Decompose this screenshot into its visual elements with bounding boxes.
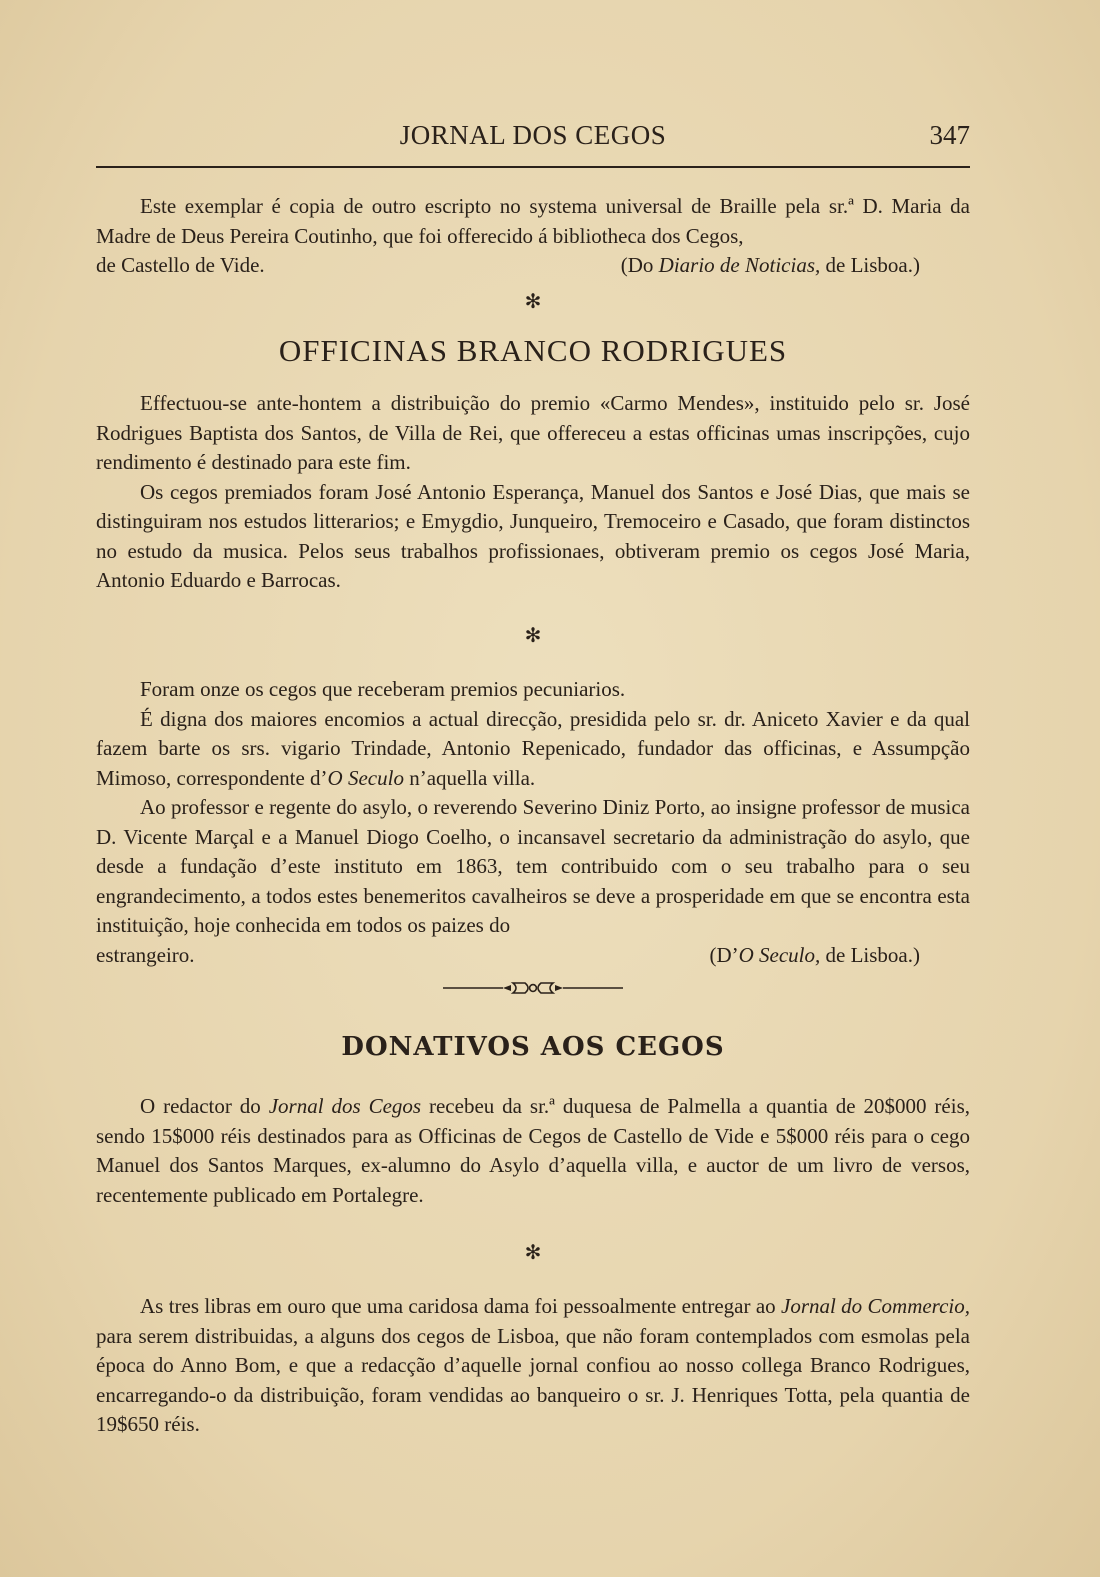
section2-heading: DONATIVOS AOS CEGOS [341, 1032, 725, 1062]
section2-body-b [96, 1292, 970, 1440]
section1-last-line: estrangeiro. [96, 942, 195, 967]
asterisk-separator: ✻ [524, 625, 542, 647]
intro-block [96, 192, 970, 281]
section2-body-a [96, 1092, 970, 1210]
section1-source-line [96, 941, 970, 971]
intro-source-title: Diario de Noticias, [658, 253, 821, 277]
section1-paragraph-1: Effectuou-se ante-hontem a distribuição do premio «Carmo Mendes», instituido pelo sr. José Rodrigues Baptista dos Santos, de Villa de Rei, que offereceu a estas officinas umas inscripções, cujo rendimento é destinado para este fim. [96, 391, 970, 474]
header-rule [96, 166, 970, 168]
section1-paragraph-4: É digna dos maiores encomios a actual direcção, presidida pelo sr. dr. Aniceto Xavier e da qual fazem barte os srs. vigario Trindade, Antonio Repenicado, fundador das officinas, e Assumpção Mimoso, correspondente d’O Seculo n’aquella villa. [96, 706, 970, 790]
page-number: 347 [929, 120, 970, 150]
page-header [96, 118, 970, 158]
asterisk-separator: ✻ [524, 291, 542, 313]
running-title: JORNAL DOS CEGOS [399, 120, 667, 150]
section1-body-a [96, 389, 970, 596]
section2-heading-block [96, 1032, 970, 1062]
section1-paragraph-3: Foram onze os cegos que receberam premios pecuniarios. [140, 677, 626, 701]
ornament-divider [96, 978, 970, 1002]
ornament-icon [433, 978, 633, 998]
section1-paragraph-5: Ao professor e regente do asylo, o reverendo Severino Diniz Porto, ao insigne professor de musica D. Vicente Marçal e a Manuel Diogo Coelho, o incansavel secretario da administração do asylo, que desde a fundação d’este instituto em 1863, tem contribuido com o seu trabalho para o seu engrandecimento, a todos estes benemeritos cavalheiros se deve a prosperidade em que se encontra esta instituição, hoje conhecida em todos os paizes do [96, 795, 970, 937]
intro-source-line [96, 251, 970, 281]
section1-paragraph-2: Os cegos premiados foram José Antonio Esperança, Manuel dos Santos e José Dias, que mais se distinguiram nos estudos litterarios; e Emygdio, Junqueiro, Tremoceiro e Casado, que foram distinctos no estudo da musica. Pelos seus trabalhos profissionaes, obtiveram premio os cegos José Maria, Antonio Eduardo e Barrocas. [96, 479, 970, 592]
section1-heading: OFFICINAS BRANCO RODRIGUES [278, 333, 788, 368]
section1-heading-block [96, 333, 970, 369]
asterisk-separator: ✻ [524, 1242, 542, 1264]
section1-source: (D’O Seculo, de Lisboa.) [709, 942, 920, 967]
section2-paragraph-1: O redactor do Jornal dos Cegos recebeu da sr.ª duquesa de Palmella a quantia de 20$000 réis, sendo 15$000 réis destinados para as Officinas de Cegos de Castello de Vide e 5$000 réis para o cego Manuel dos Santos Marques, ex-alumno do Asylo d’aquella villa, e auctor de um livro de versos, recentemente publicado em Portalegre. [96, 1094, 970, 1207]
section1-source-title: O Seculo, [738, 942, 821, 967]
section1-body-b [96, 675, 970, 970]
intro-paragraph: Este exemplar é copia de outro escripto no systema universal de Braille pela sr.ª D. Maria da Madre de Deus Pereira Coutinho, que foi offerecido á bibliotheca dos Cegos, [96, 194, 970, 248]
intro-source: (Do Diario de Noticias, de Lisboa.) [620, 253, 920, 277]
intro-last-line: de Castello de Vide. [96, 253, 265, 277]
section2-paragraph-2: As tres libras em ouro que uma caridosa dama foi pessoalmente entregar ao Jornal do Commercio, para serem distribuidas, a alguns dos cegos de Lisboa, que não foram contemplados com esmolas pela época do Anno Bom, e que a redacção d’aquelle jornal confiou ao nosso collega Branco Rodrigues, encarregando-o da distribuição, foram vendidas ao banqueiro o sr. J. Henriques Totta, pela quantia de 19$650 réis. [96, 1294, 970, 1436]
